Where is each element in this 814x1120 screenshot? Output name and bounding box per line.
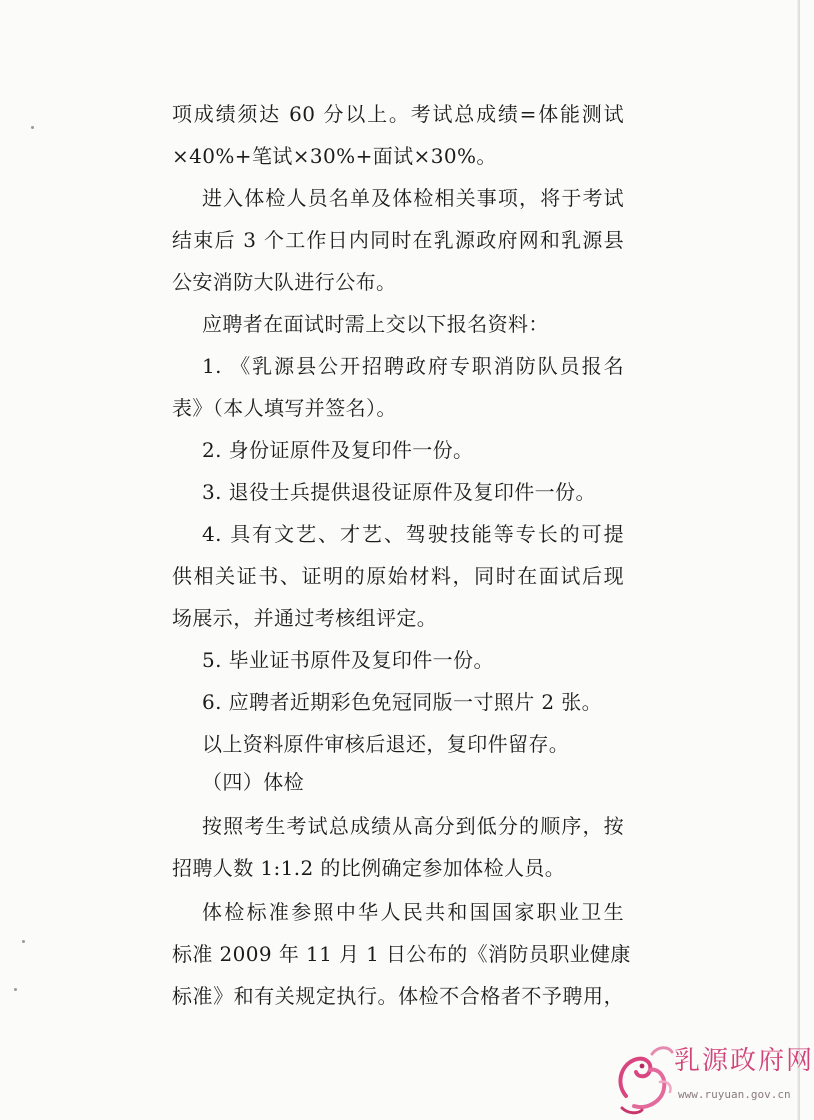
page-edge — [797, 0, 800, 1120]
list-item-1-continued: 表》（本人填写并签名）。 — [172, 396, 397, 420]
body-line: 结束后 3 个工作日内同时在乳源政府网和乳源县 — [172, 228, 624, 252]
section-heading: （四）体检 — [202, 770, 304, 794]
body-line: 标准 2009 年 11 月 1 日公布的《消防员职业健康 — [172, 942, 631, 966]
list-item-3: 3. 退役士兵提供退役证原件及复印件一份。 — [202, 480, 596, 504]
list-item-4: 4. 具有文艺、才艺、驾驶技能等专长的可提 — [202, 522, 624, 546]
list-item-4-continued: 场展示，并通过考核组评定。 — [172, 606, 438, 630]
paragraph-first-line: 以上资料原件审核后退还，复印件留存。 — [202, 732, 570, 756]
scan-speck — [31, 126, 34, 129]
list-item-2: 2. 身份证原件及复印件一份。 — [202, 438, 474, 462]
paragraph-first-line: 应聘者在面试时需上交以下报名资料： — [202, 312, 549, 336]
paragraph-first-line: 体检标准参照中华人民共和国国家职业卫生 — [202, 900, 624, 924]
list-item-6: 6. 应聘者近期彩色免冠同版一寸照片 2 张。 — [202, 690, 603, 714]
list-item-4-continued: 供相关证书、证明的原始材料，同时在面试后现 — [172, 564, 624, 588]
list-item-5: 5. 毕业证书原件及复印件一份。 — [202, 648, 494, 672]
body-line: 标准》和有关规定执行。体检不合格者不予聘用， — [172, 984, 624, 1008]
dragon-logo-icon — [612, 1036, 678, 1116]
body-line: ×40%+笔试×30%+面试×30%。 — [172, 144, 497, 168]
scan-speck — [14, 988, 17, 991]
watermark-site-name: 乳源政府网 — [674, 1046, 814, 1076]
site-watermark — [612, 1036, 814, 1116]
watermark-url: www.ruyuan.gov.cn — [678, 1088, 791, 1101]
body-line: 公安消防大队进行公布。 — [172, 270, 397, 294]
body-line: 项成绩须达 60 分以上。考试总成绩=体能测试 — [172, 102, 624, 126]
list-item-1: 1. 《乳源县公开招聘政府专职消防队员报名 — [202, 354, 624, 378]
paragraph-first-line: 进入体检人员名单及体检相关事项，将于考试 — [202, 186, 624, 210]
scan-speck — [22, 940, 25, 943]
body-line: 招聘人数 1:1.2 的比例确定参加体检人员。 — [172, 856, 566, 880]
paragraph-first-line: 按照考生考试总成绩从高分到低分的顺序，按 — [202, 814, 624, 838]
